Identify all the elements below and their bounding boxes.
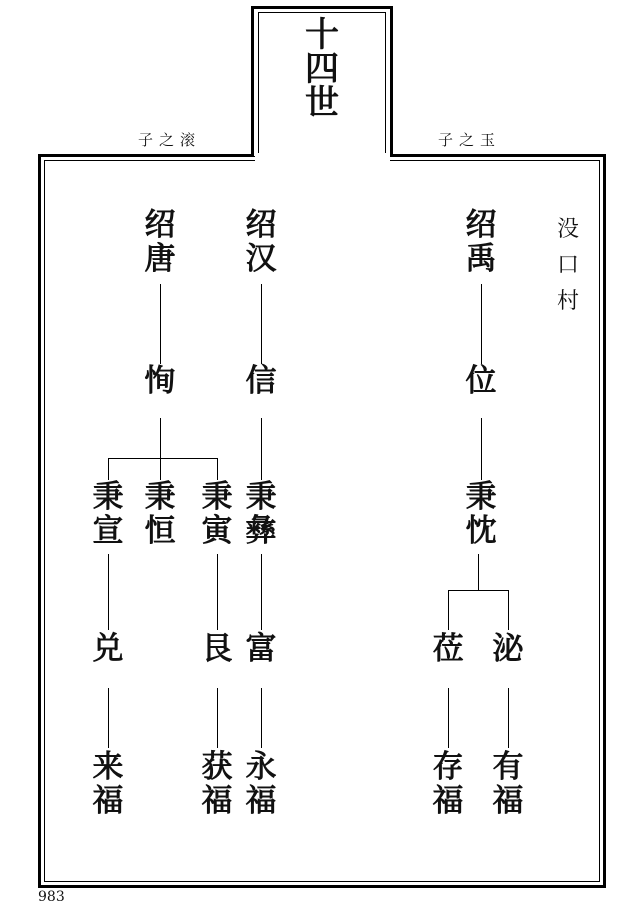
connector-line	[217, 554, 218, 630]
connector-line	[160, 418, 161, 458]
person-dui: 兑	[92, 631, 124, 667]
connector-line	[160, 284, 161, 364]
person-shaohan: 绍汉	[245, 207, 277, 277]
person-bingyin: 秉寅	[201, 479, 233, 549]
person-bingyi: 秉彝	[245, 479, 277, 549]
person-laifu: 来福	[92, 749, 124, 819]
connector-line	[108, 688, 109, 748]
connector-line	[261, 418, 262, 480]
connector-line	[108, 458, 109, 480]
person-bingchen: 秉忱	[465, 479, 497, 549]
lineage-label-left: 子之滚	[138, 131, 202, 149]
person-shaoyu: 绍禹	[465, 207, 497, 277]
person-gen: 艮	[201, 631, 233, 667]
page-number: 983	[38, 889, 65, 905]
connector-line	[261, 688, 262, 748]
branch-line	[108, 458, 218, 459]
lineage-label-right: 子之玉	[438, 131, 502, 149]
connector-line	[481, 284, 482, 364]
person-bi: 泌	[492, 631, 524, 667]
person-shaotang: 绍唐	[144, 207, 176, 277]
person-cunfu: 存福	[432, 749, 464, 819]
connector-line	[481, 418, 482, 480]
person-yongfu: 永福	[245, 749, 277, 819]
connector-line	[508, 590, 509, 630]
connector-line	[478, 554, 479, 590]
person-xin: 信	[245, 363, 277, 399]
person-bingheng: 秉恒	[144, 479, 176, 549]
generation-title: 十 四 世	[305, 15, 339, 123]
connector-line	[217, 458, 218, 480]
connector-line	[508, 688, 509, 748]
village-label: 没 口 村	[556, 217, 579, 314]
person-fu: 富	[245, 631, 277, 667]
connector-line	[448, 590, 449, 630]
person-wei: 位	[465, 363, 497, 399]
connector-line	[261, 284, 262, 364]
connector-line	[217, 688, 218, 748]
person-bingxuan: 秉宣	[92, 479, 124, 549]
person-huofu: 获福	[201, 749, 233, 819]
person-li: 莅	[432, 631, 464, 667]
connector-line	[160, 458, 161, 480]
branch-line	[448, 590, 509, 591]
person-xun: 恂	[144, 363, 176, 399]
connector-line	[108, 554, 109, 630]
connector-line	[261, 554, 262, 630]
connector-line	[448, 688, 449, 748]
person-youfu: 有福	[492, 749, 524, 819]
